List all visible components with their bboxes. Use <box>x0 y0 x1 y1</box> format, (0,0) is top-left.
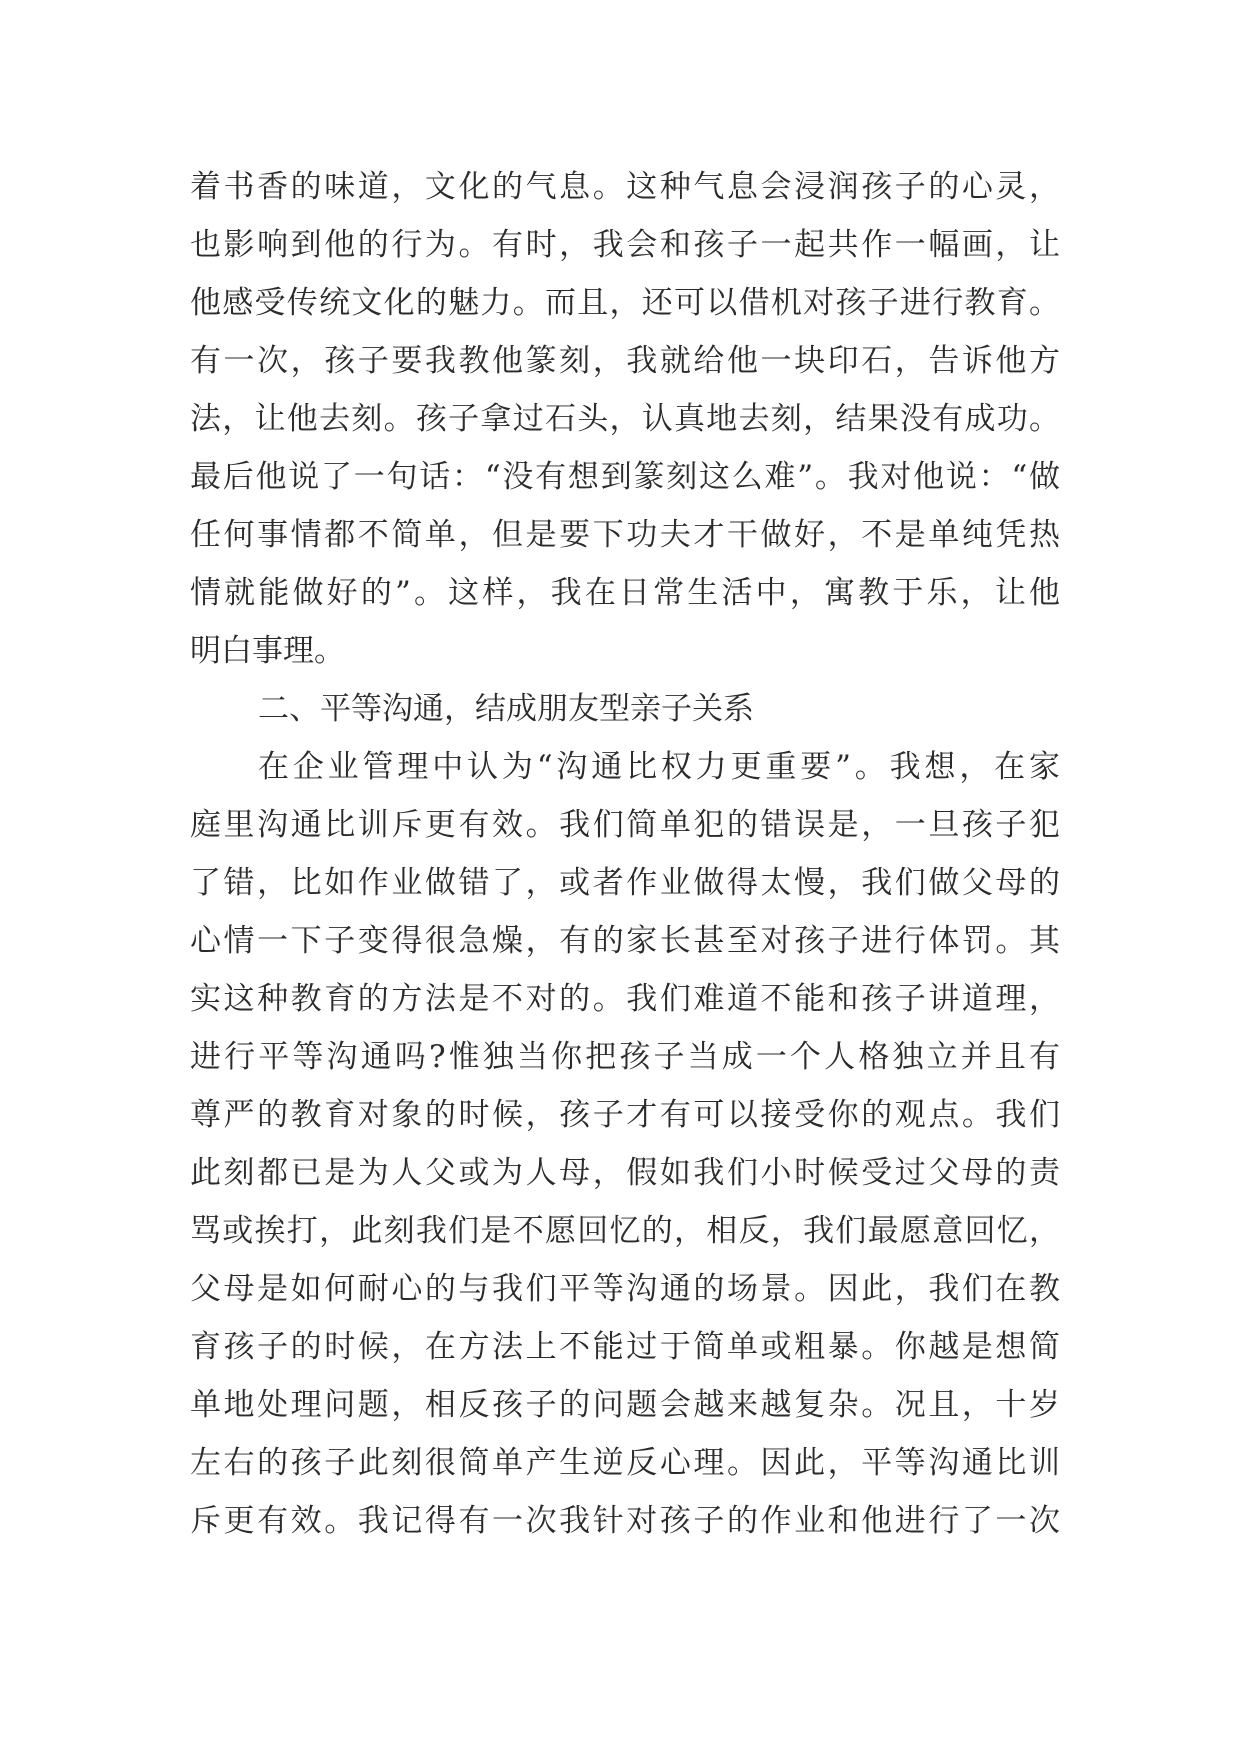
text-line: 父母是如何耐心的与我们平等沟通的场景。因此，我们在教 <box>190 1271 1060 1307</box>
text-line: 左右的孩子此刻很简单产生逆反心理。因此，平等沟通比训 <box>190 1445 1060 1481</box>
text-line: 也影响到他的行为。有时，我会和孩子一起共作一幅画，让 <box>190 227 1060 263</box>
text-line: 情就能做好的”。这样，我在日常生活中，寓教于乐，让他 <box>190 575 1060 611</box>
text-line: 在企业管理中认为“沟通比权力更重要”。我想，在家 <box>258 749 1060 785</box>
text-line: 单地处理问题，相反孩子的问题会越来越复杂。况且，十岁 <box>190 1387 1060 1423</box>
text-line: 尊严的教育对象的时候，孩子才有可以接受你的观点。我们 <box>190 1097 1060 1133</box>
section-heading: 二、平等沟通，结成朋友型亲子关系 <box>258 691 754 727</box>
text-line: 任何事情都不简单，但是要下功夫才干做好，不是单纯凭热 <box>190 517 1060 553</box>
text-line: 实这种教育的方法是不对的。我们难道不能和孩子讲道理， <box>190 981 1060 1017</box>
text-line: 法，让他去刻。孩子拿过石头，认真地去刻，结果没有成功。 <box>190 401 1060 437</box>
text-line: 了错，比如作业做错了，或者作业做得太慢，我们做父母的 <box>190 865 1060 901</box>
text-line: 进行平等沟通吗?惟独当你把孩子当成一个人格独立并且有 <box>190 1039 1060 1075</box>
text-line: 有一次，孩子要我教他篆刻，我就给他一块印石，告诉他方 <box>190 343 1060 379</box>
text-line: 庭里沟通比训斥更有效。我们简单犯的错误是，一旦孩子犯 <box>190 807 1060 843</box>
text-line: 骂或挨打，此刻我们是不愿回忆的，相反，我们最愿意回忆， <box>190 1213 1060 1249</box>
text-line: 斥更有效。我记得有一次我针对孩子的作业和他进行了一次 <box>190 1503 1060 1539</box>
text-line: 他感受传统文化的魅力。而且，还可以借机对孩子进行教育。 <box>190 285 1060 321</box>
text-line: 心情一下子变得很急燥，有的家长甚至对孩子进行体罚。其 <box>190 923 1060 959</box>
text-line: 着书香的味道，文化的气息。这种气息会浸润孩子的心灵， <box>190 169 1060 205</box>
text-line: 最后他说了一句话：“没有想到篆刻这么难”。我对他说：“做 <box>190 459 1060 495</box>
text-line: 明白事理。 <box>190 633 345 669</box>
text-line: 育孩子的时候，在方法上不能过于简单或粗暴。你越是想简 <box>190 1329 1060 1365</box>
text-line: 此刻都已是为人父或为人母，假如我们小时候受过父母的责 <box>190 1155 1060 1191</box>
document-body <box>190 158 1060 1550</box>
